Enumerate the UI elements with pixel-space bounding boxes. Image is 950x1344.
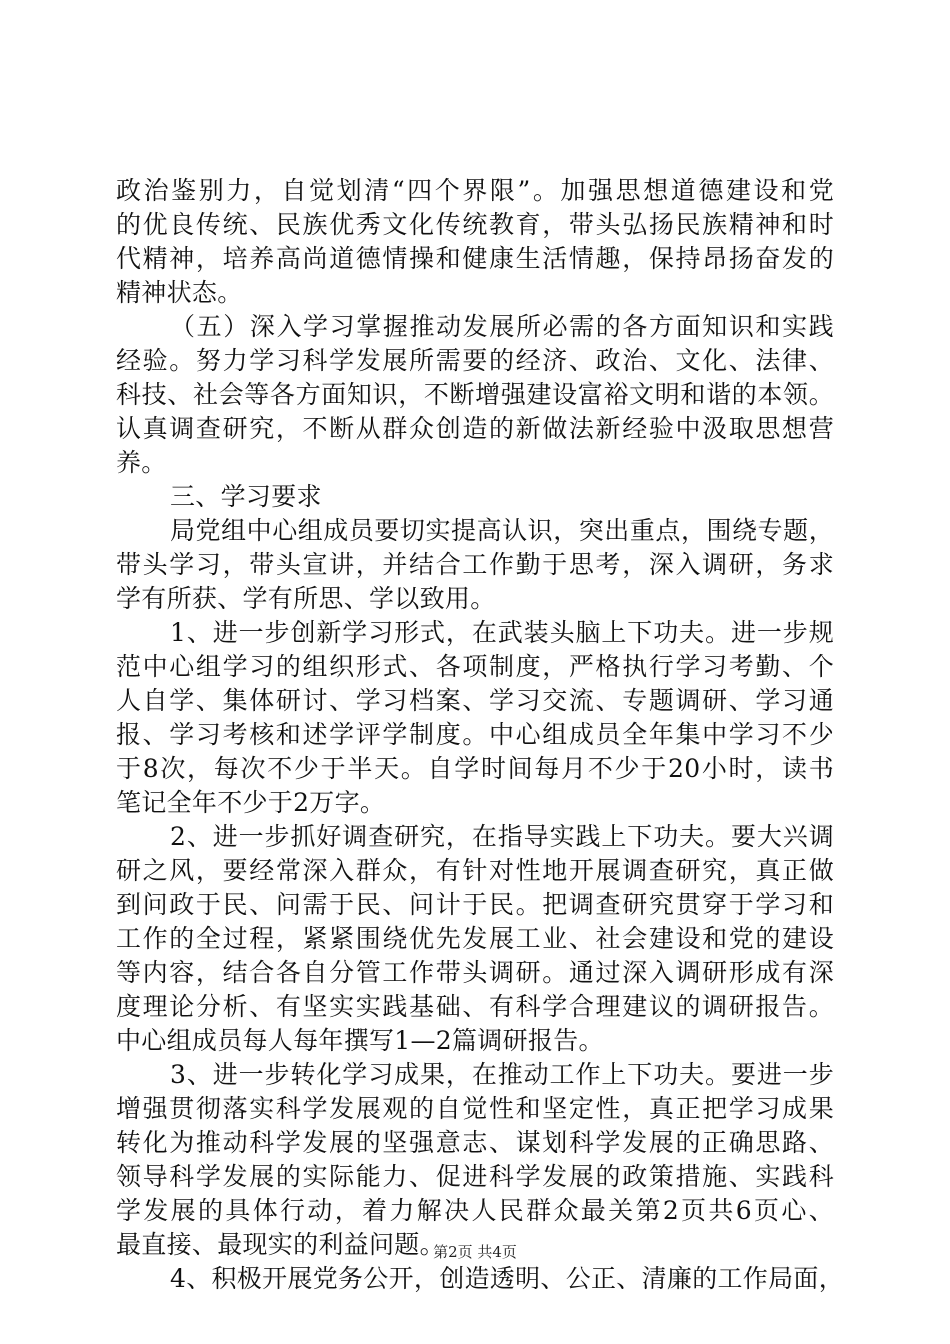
- text-line: 4、积极开展党务公开，创造透明、公正、清廉的工作局面，: [170, 1264, 845, 1293]
- text-line: 三、学习要求: [170, 482, 322, 511]
- text-line: 增强贯彻落实科学发展观的自觉性和坚定性，真正把学习成果: [116, 1094, 834, 1123]
- text-line: 学发展的具体行动，着力解决人民群众最关第2页共6页心、: [116, 1196, 834, 1225]
- text-line: 工作的全过程，紧紧围绕优先发展工业、社会建设和党的建设: [116, 924, 834, 953]
- text-line: 学有所获、学有所思、学以致用。: [116, 584, 496, 613]
- text-line: （五）深入学习掌握推动发展所必需的各方面知识和实践: [170, 312, 834, 341]
- document-body: [116, 174, 845, 1296]
- text-line: 中心组成员每人每年撰写1—2篇调研报告。: [116, 1026, 604, 1055]
- text-line: 领导科学发展的实际能力、促进科学发展的政策措施、实践科: [116, 1162, 834, 1191]
- text-line: 范中心组学习的组织形式、各项制度，严格执行学习考勤、个: [116, 652, 834, 681]
- text-line: 转化为推动科学发展的坚强意志、谋划科学发展的正确思路、: [116, 1128, 834, 1157]
- text-line: 经验。努力学习科学发展所需要的经济、政治、文化、法律、: [116, 346, 834, 375]
- text-line: 度理论分析、有坚实实践基础、有科学合理建议的调研报告。: [116, 992, 834, 1021]
- text-line: 1、进一步创新学习形式，在武装头脑上下功夫。进一步规: [170, 618, 834, 647]
- text-line: 2、进一步抓好调查研究，在指导实践上下功夫。要大兴调: [170, 822, 834, 851]
- text-line: 代精神，培养高尚道德情操和健康生活情趣，保持昂扬奋发的: [116, 244, 834, 273]
- text-line: 的优良传统、民族优秀文化传统教育，带头弘扬民族精神和时: [116, 210, 834, 239]
- text-line: 人自学、集体研讨、学习档案、学习交流、专题调研、学习通: [116, 686, 834, 715]
- text-line: 科技、社会等各方面知识，不断增强建设富裕文明和谐的本领。: [116, 380, 834, 409]
- text-line: 带头学习，带头宣讲，并结合工作勤于思考，深入调研，务求: [116, 550, 834, 579]
- page-footer: 第2页 共4页: [433, 1243, 517, 1261]
- text-line: 报、学习考核和述学评学制度。中心组成员全年集中学习不少: [116, 720, 834, 749]
- text-line: 精神状态。: [116, 278, 243, 307]
- text-line: 笔记全年不少于2万字。: [116, 788, 386, 817]
- text-line: 等内容，结合各自分管工作带头调研。通过深入调研形成有深: [116, 958, 834, 987]
- text-line: 认真调查研究，不断从群众创造的新做法新经验中汲取思想营: [116, 414, 834, 443]
- text-line: 养。: [116, 448, 167, 477]
- text-line: 3、进一步转化学习成果，在推动工作上下功夫。要进一步: [170, 1060, 834, 1089]
- text-line: 最直接、最现实的利益问题。: [116, 1230, 445, 1259]
- text-line: 研之风，要经常深入群众，有针对性地开展调查研究，真正做: [116, 856, 834, 885]
- text-line: 于8次，每次不少于半天。自学时间每月不少于20小时，读书: [116, 754, 834, 783]
- text-line: 到问政于民、问需于民、问计于民。把调查研究贯穿于学习和: [116, 890, 834, 919]
- text-line: 政治鉴别力，自觉划清“四个界限”。加强思想道德建设和党: [116, 176, 834, 205]
- text-line: 局党组中心组成员要切实提高认识，突出重点，围绕专题，: [170, 516, 834, 545]
